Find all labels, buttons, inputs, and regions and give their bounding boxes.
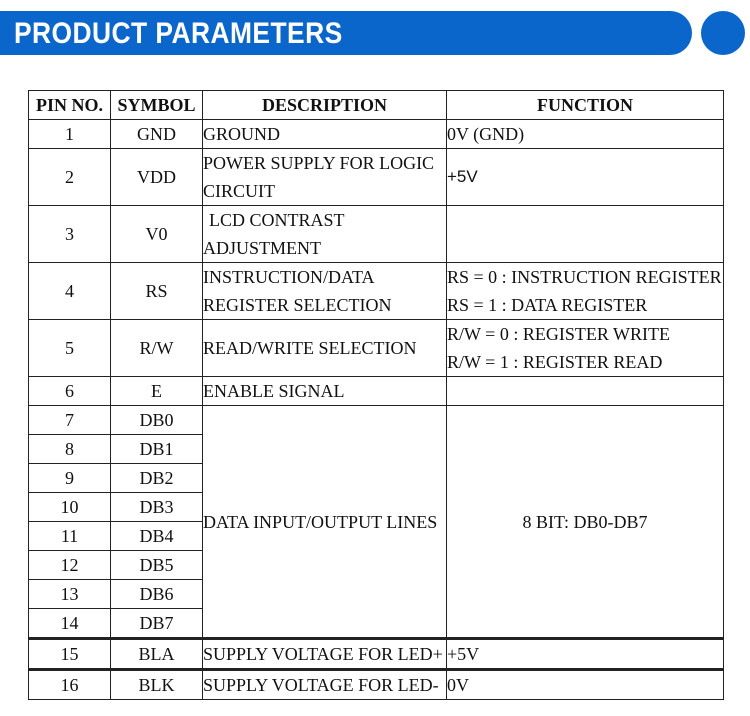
pin-symbol: DB1 bbox=[111, 435, 203, 464]
pin-number: 16 bbox=[29, 670, 111, 700]
pin-description: GROUND bbox=[203, 120, 447, 149]
table-row bbox=[29, 670, 724, 700]
pin-symbol: DB5 bbox=[111, 551, 203, 580]
pin-number: 11 bbox=[29, 522, 111, 551]
pin-function bbox=[447, 377, 724, 406]
pin-number: 14 bbox=[29, 609, 111, 639]
pin-symbol: GND bbox=[111, 120, 203, 149]
table-row bbox=[29, 206, 724, 263]
pin-symbol: DB0 bbox=[111, 406, 203, 435]
pin-symbol: DB7 bbox=[111, 609, 203, 639]
pin-symbol: BLA bbox=[111, 639, 203, 670]
table-row bbox=[29, 263, 724, 320]
data-lines-description: DATA INPUT/OUTPUT LINES bbox=[203, 406, 447, 639]
column-header-function: FUNCTION bbox=[447, 91, 724, 120]
description-line: REGISTER SELECTION bbox=[203, 295, 392, 315]
description-line: LCD CONTRAST bbox=[209, 210, 345, 230]
pin-number: 1 bbox=[29, 120, 111, 149]
pin-symbol: RS bbox=[111, 263, 203, 320]
pin-number: 13 bbox=[29, 580, 111, 609]
function-line: R/W = 0 : REGISTER WRITE bbox=[447, 324, 670, 344]
pin-number: 8 bbox=[29, 435, 111, 464]
table-row bbox=[29, 406, 724, 435]
pin-symbol: VDD bbox=[111, 149, 203, 206]
table-row bbox=[29, 320, 724, 377]
title-banner bbox=[0, 11, 692, 55]
pin-description bbox=[203, 206, 447, 263]
pin-symbol: R/W bbox=[111, 320, 203, 377]
function-line: RS = 1 : DATA REGISTER bbox=[447, 295, 648, 315]
pin-number: 7 bbox=[29, 406, 111, 435]
pin-symbol: DB3 bbox=[111, 493, 203, 522]
function-line: R/W = 1 : REGISTER READ bbox=[447, 352, 663, 372]
pin-number: 15 bbox=[29, 639, 111, 670]
pin-number: 3 bbox=[29, 206, 111, 263]
decorative-circle bbox=[701, 11, 745, 55]
description-line: ADJUSTMENT bbox=[203, 238, 322, 258]
pin-symbol: DB4 bbox=[111, 522, 203, 551]
pin-function bbox=[447, 206, 724, 263]
column-header-description: DESCRIPTION bbox=[203, 91, 447, 120]
pin-number: 2 bbox=[29, 149, 111, 206]
pin-function bbox=[447, 263, 724, 320]
table-row bbox=[29, 639, 724, 670]
data-lines-function: 8 BIT: DB0-DB7 bbox=[447, 406, 724, 639]
pin-symbol: V0 bbox=[111, 206, 203, 263]
column-header-symbol: SYMBOL bbox=[111, 91, 203, 120]
pin-description: READ/WRITE SELECTION bbox=[203, 320, 447, 377]
pin-description: SUPPLY VOLTAGE FOR LED+ bbox=[203, 639, 447, 670]
table-row bbox=[29, 120, 724, 149]
pin-function: 0V (GND) bbox=[447, 120, 724, 149]
pin-number: 12 bbox=[29, 551, 111, 580]
pin-function bbox=[447, 320, 724, 377]
pin-function: +5V bbox=[447, 149, 724, 206]
column-header-pin: PIN NO. bbox=[29, 91, 111, 120]
table-header-row bbox=[29, 91, 724, 120]
pin-description: ENABLE SIGNAL bbox=[203, 377, 447, 406]
pin-function: 0V bbox=[447, 670, 724, 700]
pin-description bbox=[203, 263, 447, 320]
table-row bbox=[29, 149, 724, 206]
table-row bbox=[29, 377, 724, 406]
page-title: PRODUCT PARAMETERS bbox=[14, 17, 343, 50]
pin-function: +5V bbox=[447, 639, 724, 670]
pin-number: 4 bbox=[29, 263, 111, 320]
pin-number: 10 bbox=[29, 493, 111, 522]
pin-symbol: DB6 bbox=[111, 580, 203, 609]
description-line: CIRCUIT bbox=[203, 181, 275, 201]
pin-symbol: DB2 bbox=[111, 464, 203, 493]
product-parameters-table bbox=[28, 90, 724, 700]
pin-number: 5 bbox=[29, 320, 111, 377]
description-line: POWER SUPPLY FOR LOGIC bbox=[203, 153, 435, 173]
pin-symbol: BLK bbox=[111, 670, 203, 700]
pin-description bbox=[203, 149, 447, 206]
pin-number: 6 bbox=[29, 377, 111, 406]
description-line: INSTRUCTION/DATA bbox=[203, 267, 375, 287]
function-line: RS = 0 : INSTRUCTION REGISTER bbox=[447, 267, 722, 287]
pin-description: SUPPLY VOLTAGE FOR LED- bbox=[203, 670, 447, 700]
pin-number: 9 bbox=[29, 464, 111, 493]
pin-symbol: E bbox=[111, 377, 203, 406]
